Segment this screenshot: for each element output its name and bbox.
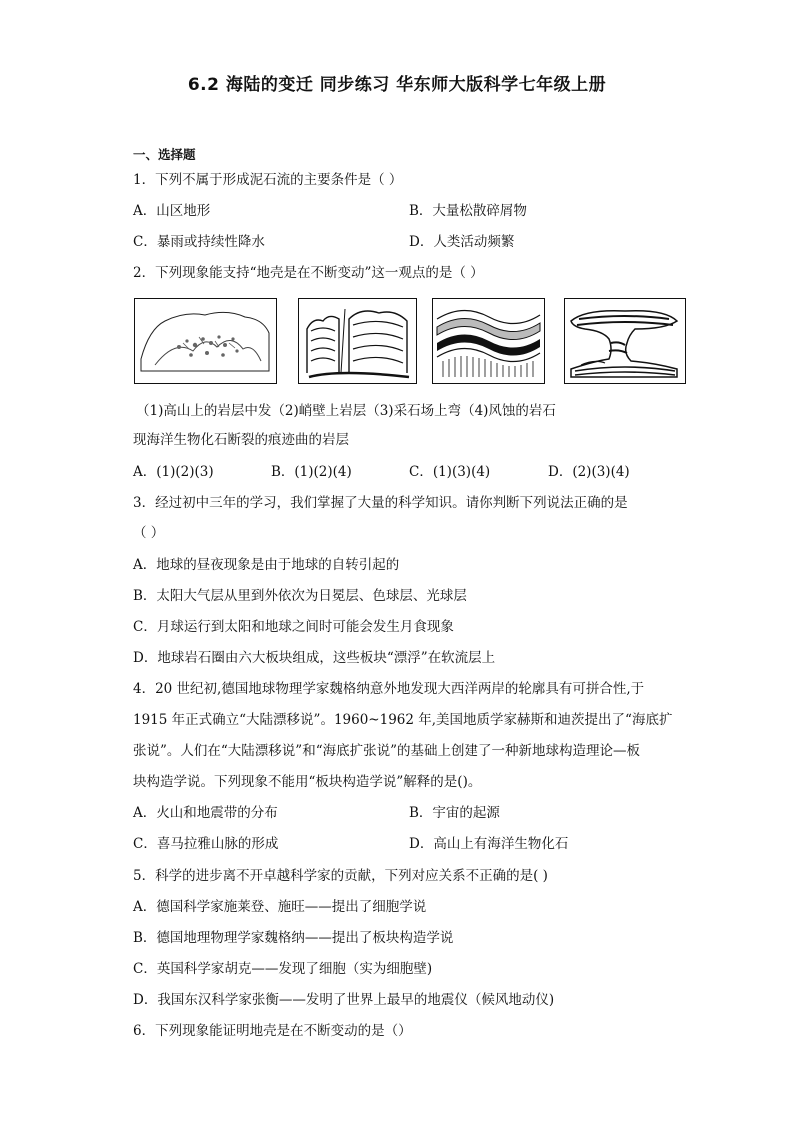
question-3-option-d: D．地球岩石圈由六大板块组成，这些板块“漂浮”在软流层上 — [133, 650, 496, 666]
question-3-option-a: A．地球的昼夜现象是由于地球的自转引起的 — [133, 557, 400, 573]
question-5-stem: 5．科学的进步离不开卓越科学家的贡献，下列对应关系不正确的是( ) — [133, 868, 548, 884]
question-2-stem: 2．下列现象能支持“地壳是在不断变动”这一观点的是（ ） — [133, 265, 484, 281]
question-2-figure-caption-line-2: 现海洋生物化石断裂的痕迹曲的岩层 — [133, 432, 349, 448]
question-4-option-a: A．火山和地震带的分布 — [133, 805, 278, 821]
question-3-option-b: B．太阳大气层从里到外依次为日冕层、色球层、光球层 — [133, 588, 467, 604]
question-5-option-c: C．英国科学家胡克——发现了细胞（实为细胞壁) — [133, 961, 433, 977]
question-4-option-c: C．喜马拉雅山脉的形成 — [133, 836, 279, 852]
question-4-stem-line-2: 1915 年正式确立“大陆漂移说”。1960~1962 年,美国地质学家赫斯和迪茨提出了“海底扩 — [133, 712, 673, 728]
question-5-option-b: B．德国地理物理学家魏格纳——提出了板块构造学说 — [133, 930, 454, 946]
figure-fossil-rock — [134, 298, 277, 384]
question-1-option-d: D．人类活动频繁 — [409, 234, 515, 250]
question-2-option-b: B．(1)(2)(4) — [271, 464, 352, 480]
question-1-option-a: A．山区地形 — [133, 203, 211, 219]
question-3-stem-line-1: 3．经过初中三年的学习，我们掌握了大量的科学知识。请你判断下列说法正确的是 — [133, 495, 628, 511]
question-5-option-d: D．我国东汉科学家张衡——发明了世界上最早的地震仪（候风地动仪) — [133, 992, 555, 1008]
question-3-option-c: C．月球运行到太阳和地球之间时可能会发生月食现象 — [133, 619, 454, 635]
figure-cliff-fault — [298, 298, 417, 384]
question-4-stem-line-1: 4．20 世纪初,德国地球物理学家魏格纳意外地发现大西洋两岸的轮廓具有可拼合性,于 — [133, 681, 645, 697]
question-1-option-c: C．暴雨或持续性降水 — [133, 234, 265, 250]
section-heading: 一、选择题 — [133, 147, 196, 162]
question-2-option-a: A．(1)(2)(3) — [133, 464, 214, 480]
question-1-stem: 1．下列不属于形成泥石流的主要条件是（ ） — [133, 172, 403, 188]
question-4-stem-line-3: 张说”。人们在“大陆漂移说”和“海底扩张说”的基础上创建了一种新地球构造理论—板 — [133, 743, 641, 759]
question-4-option-b: B．宇宙的起源 — [409, 805, 500, 821]
question-2-option-d: D．(2)(3)(4) — [548, 464, 630, 480]
page-title: 6.2 海陆的变迁 同步练习 华东师大版科学七年级上册 — [187, 75, 607, 95]
question-5-option-a: A．德国科学家施莱登、施旺——提出了细胞学说 — [133, 899, 427, 915]
question-4-stem-line-4: 块构造学说。下列现象不能用“板块构造学说”解释的是()。 — [133, 774, 482, 790]
question-1-option-b: B．大量松散碎屑物 — [409, 203, 527, 219]
question-2-figure-caption-line-1: （1)高山上的岩层中发（2)峭壁上岩层（3)采石场上弯（4)风蚀的岩石 — [136, 403, 556, 419]
question-2-option-c: C．(1)(3)(4) — [409, 464, 491, 480]
question-4-option-d: D．高山上有海洋生物化石 — [409, 836, 569, 852]
question-6-stem: 6．下列现象能证明地壳是在不断变动的是（） — [133, 1023, 412, 1039]
question-3-stem-line-2: （ ） — [133, 525, 165, 541]
figure-folded-strata — [432, 298, 545, 384]
figure-wind-eroded-rock — [564, 298, 686, 384]
